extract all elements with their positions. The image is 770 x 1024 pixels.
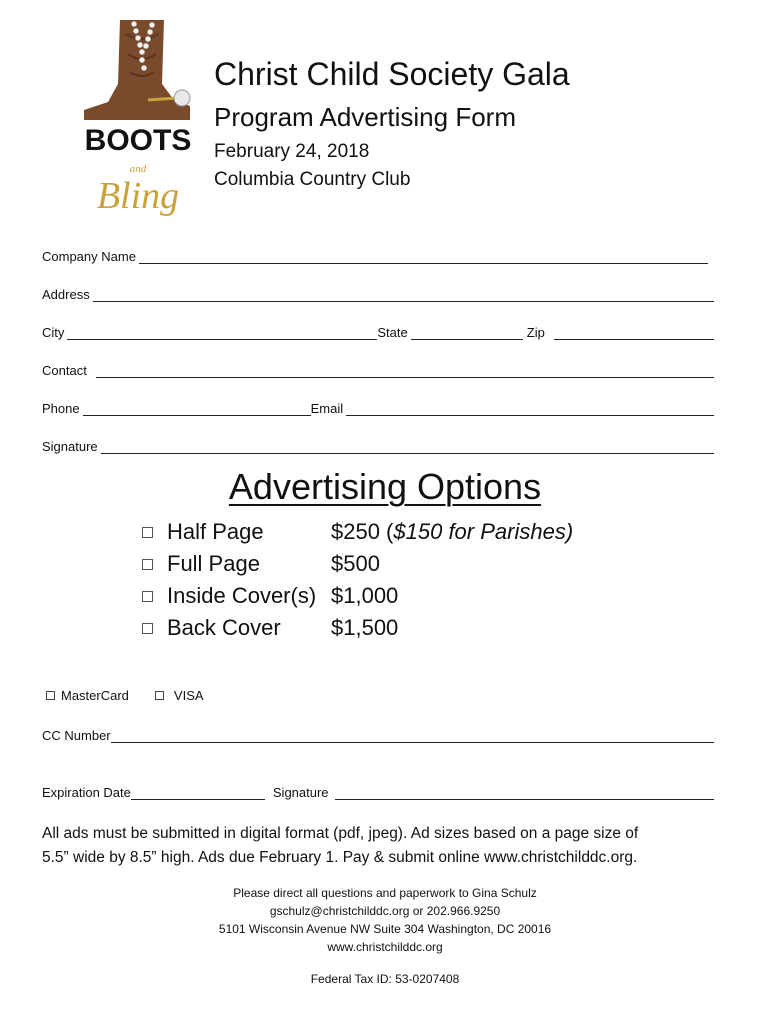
option-price: $250 ($150 for Parishes) (331, 519, 574, 544)
company-name-field (42, 246, 708, 264)
advertising-options-list (142, 516, 573, 644)
email-input[interactable] (346, 401, 714, 416)
city-label: City (42, 325, 65, 340)
option-name: Half Page (167, 519, 264, 544)
option-name: Inside Cover(s) (167, 583, 317, 608)
city-input[interactable] (67, 325, 377, 340)
state-input[interactable] (411, 325, 523, 340)
address-field (42, 284, 714, 302)
checkbox-icon[interactable] (142, 623, 153, 634)
federal-tax-id: Federal Tax ID: 53-0207408 (310, 972, 460, 986)
instructions-line: 5.5” wide by 8.5” high. Ads due February 1. Pay & submit online www.christchilddc.org. (42, 849, 638, 866)
city-state-zip-field (42, 322, 714, 340)
expiration-input[interactable] (131, 785, 265, 800)
address-label: Address (42, 287, 90, 302)
checkbox-icon[interactable] (142, 527, 153, 538)
company-name-input[interactable] (139, 249, 708, 264)
phone-input[interactable] (83, 401, 311, 416)
logo-text-and: and (129, 163, 147, 175)
cc-number-label: CC Number (42, 728, 111, 743)
boots-and-bling-logo (78, 14, 198, 219)
instructions-line: All ads must be submitted in digital format (pdf, jpeg). Ad sizes based on a page size of (42, 825, 639, 842)
submission-instructions (42, 822, 722, 870)
option-back-cover[interactable] (142, 612, 573, 644)
boot-icon (84, 20, 190, 120)
expiration-signature-field (42, 782, 714, 800)
signature-label: Signature (42, 439, 98, 454)
zip-label: Zip (526, 325, 545, 340)
cc-number-field (42, 725, 714, 743)
expiration-label: Expiration Date (42, 785, 131, 800)
page-title: Christ Child Society Gala (214, 56, 570, 92)
contact-address: 5101 Wisconsin Avenue NW Suite 304 Washington, DC 20016 (218, 922, 552, 936)
option-name: Full Page (167, 551, 260, 576)
checkbox-icon[interactable] (155, 691, 164, 700)
logo-text-boots: BOOTS (84, 124, 192, 157)
contact-field (42, 360, 714, 378)
form-subtitle: Program Advertising Form (214, 102, 516, 132)
mastercard-label: MasterCard (61, 688, 129, 703)
option-half-page[interactable] (142, 516, 573, 548)
option-full-page[interactable] (142, 548, 573, 580)
contact-info (0, 884, 770, 956)
company-name-label: Company Name (42, 249, 136, 264)
phone-label: Phone (42, 401, 80, 416)
option-price: $500 (331, 551, 380, 576)
option-price: $1,500 (331, 615, 399, 640)
advertising-options-heading: Advertising Options (228, 466, 542, 507)
signature-input[interactable] (101, 439, 714, 454)
visa-label: VISA (173, 688, 204, 703)
event-venue: Columbia Country Club (214, 169, 411, 190)
card-type-selector (46, 688, 230, 703)
contact-website: www.christchilddc.org (327, 940, 443, 954)
cc-number-input[interactable] (111, 728, 714, 743)
checkbox-icon[interactable] (142, 591, 153, 602)
checkbox-icon[interactable] (46, 691, 55, 700)
visa-option[interactable] (155, 688, 204, 703)
event-date: February 24, 2018 (214, 141, 370, 162)
option-price: $1,000 (331, 583, 399, 608)
payment-signature-label: Signature (272, 785, 329, 800)
option-name: Back Cover (167, 615, 281, 640)
logo-text-bling: Bling (96, 175, 180, 217)
payment-signature-input[interactable] (335, 785, 714, 800)
email-label: Email (310, 401, 344, 416)
mastercard-option[interactable] (46, 688, 129, 703)
contact-line: Please direct all questions and paperwork to Gina Schulz (233, 886, 537, 900)
option-note: $150 for Parishes) (393, 519, 574, 544)
zip-input[interactable] (554, 325, 714, 340)
address-input[interactable] (93, 287, 714, 302)
option-inside-covers[interactable] (142, 580, 573, 612)
contact-label: Contact (42, 363, 87, 378)
contact-input[interactable] (96, 363, 714, 378)
signature-field (42, 436, 714, 454)
spur-icon (174, 90, 190, 106)
contact-email-phone: gschulz@christchilddc.org or 202.966.9250 (269, 904, 501, 918)
phone-email-field (42, 398, 714, 416)
state-label: State (377, 325, 408, 340)
checkbox-icon[interactable] (142, 559, 153, 570)
